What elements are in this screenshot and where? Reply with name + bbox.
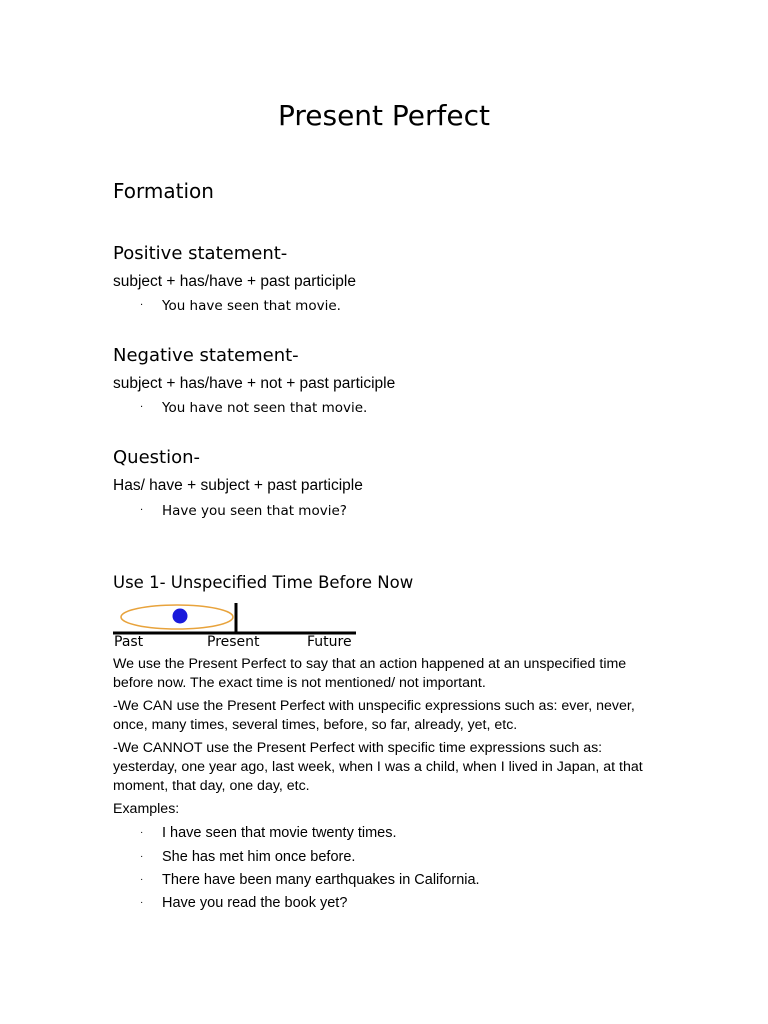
positive-heading: Positive statement-	[113, 243, 288, 264]
question-example-text: Have you seen that movie?	[162, 503, 347, 519]
example-item	[140, 847, 355, 867]
bullet-icon: ·	[140, 300, 144, 311]
page-title: Present Perfect	[277, 99, 491, 132]
example-item	[140, 870, 480, 890]
positive-example-text: You have seen that movie.	[162, 298, 341, 314]
timeline-future-label: Future	[307, 634, 352, 650]
timeline-dot	[173, 609, 188, 624]
use1-paragraph-2: -We CAN use the Present Perfect with unspecific expressions such as: ever, never, once, many times, several times, before, so far, already, yet, etc.	[113, 698, 635, 733]
timeline-past-label: Past	[114, 634, 144, 650]
question-formula: Has/ have + subject + past participle	[113, 477, 363, 494]
positive-example	[140, 296, 341, 316]
formation-heading: Formation	[113, 179, 214, 203]
bullet-icon: ·	[140, 505, 144, 516]
example-item	[140, 823, 397, 843]
example-item-text: There have been many earthquakes in California.	[162, 872, 480, 888]
positive-formula: subject + has/have + past participle	[113, 273, 356, 290]
use1-heading: Use 1- Unspecified Time Before Now	[113, 573, 414, 592]
negative-formula: subject + has/have + not + past participle	[113, 375, 396, 392]
bullet-icon: ·	[140, 827, 144, 838]
question-heading: Question-	[113, 447, 201, 468]
use1-paragraph-3: -We CANNOT use the Present Perfect with specific time expressions such as: yesterday, one year ago, last week, when I was a child, when I lived in Japan, at that moment, that day, one day, etc.	[113, 740, 643, 794]
negative-example	[140, 398, 367, 418]
negative-heading: Negative statement-	[113, 345, 299, 366]
bullet-icon: ·	[140, 851, 144, 862]
question-example	[140, 501, 347, 521]
use1-paragraph-1: We use the Present Perfect to say that an action happened at an unspecified time before now. The exact time is not mentioned/ not important.	[113, 656, 627, 691]
negative-example-text: You have not seen that movie.	[162, 400, 368, 416]
examples-label: Examples:	[113, 801, 180, 817]
timeline-diagram	[110, 600, 360, 636]
example-item-text: Have you read the book yet?	[162, 895, 348, 911]
example-item-text: I have seen that movie twenty times.	[162, 825, 397, 841]
example-item	[140, 893, 347, 913]
bullet-icon: ·	[140, 897, 144, 908]
timeline-present-label: Present	[207, 634, 260, 650]
bullet-icon: ·	[140, 874, 144, 885]
example-item-text: She has met him once before.	[162, 849, 356, 865]
bullet-icon: ·	[140, 402, 144, 413]
